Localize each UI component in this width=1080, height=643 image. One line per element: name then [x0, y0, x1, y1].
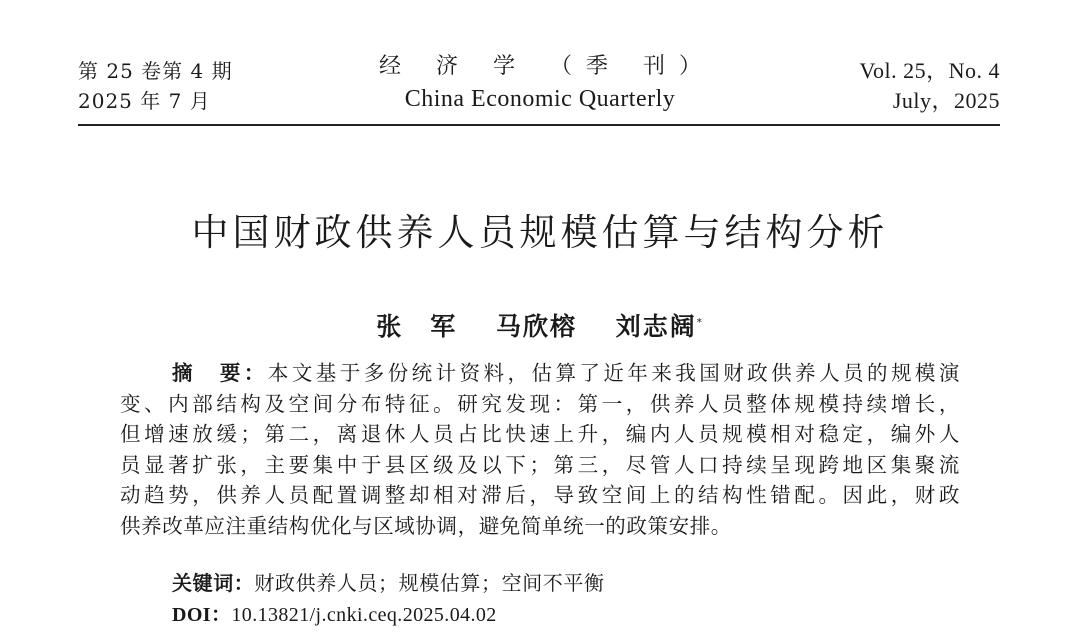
author-name: 张 军 — [376, 312, 458, 342]
abstract-line: 动趋势，供养人员配置调整却相对滞后，导致空间上的结构性错配。因此，财政 — [120, 483, 960, 507]
journal-name-en: China Economic Quarterly — [404, 86, 676, 112]
header-right — [859, 56, 1000, 116]
abstract — [120, 358, 960, 541]
volume-issue-en: Vol. 25，No. 4 — [859, 58, 1000, 83]
date-cn: 2025 年 7 月 — [78, 89, 211, 113]
keywords-value: 财政供养人员；规模估算；空间不平衡 — [254, 571, 605, 595]
author-footnote-mark: * — [696, 318, 704, 329]
journal-name-cn: 经 济 学 （季 刊） — [379, 54, 715, 79]
author-name: 刘志阔 — [615, 312, 697, 342]
date-en: July，2025 — [892, 88, 1000, 113]
doi — [172, 600, 497, 630]
abstract-label: 摘 要： — [172, 361, 268, 385]
doi-value[interactable]: 10.13821/j.cnki.ceq.2025.04.02 — [231, 604, 497, 626]
paper-title: 中国财政供养人员规模估算与结构分析 — [191, 211, 889, 254]
keywords-label: 关键词： — [172, 571, 255, 595]
author-list — [0, 306, 1080, 345]
author-name: 马欣榕 — [495, 312, 577, 342]
abstract-line: 摘 要：本文基于多份统计资料，估算了近年来我国财政供养人员的规模演 — [172, 361, 960, 385]
abstract-line: 变、内部结构及空间分布特征。研究发现：第一，供养人员整体规模持续增长， — [120, 391, 960, 416]
header-divider — [78, 124, 1000, 126]
doi-label: DOI： — [172, 604, 232, 626]
author-name-with-note — [616, 312, 704, 341]
abstract-line: 员显著扩张，主要集中于县区级及以下；第三，尽管人口持续呈现跨地区集聚流 — [120, 452, 960, 477]
volume-issue-cn: 第 25 卷第 4 期 — [78, 59, 233, 83]
keywords — [172, 568, 605, 598]
header-left — [78, 56, 233, 116]
header-center — [340, 52, 740, 116]
abstract-line: 供养改革应注重结构优化与区域协调，避免简单统一的政策安排。 — [120, 513, 732, 538]
abstract-line: 但增速放缓；第二，离退休人员占比快速上升，编内人员规模相对稳定，编外人 — [120, 422, 960, 446]
